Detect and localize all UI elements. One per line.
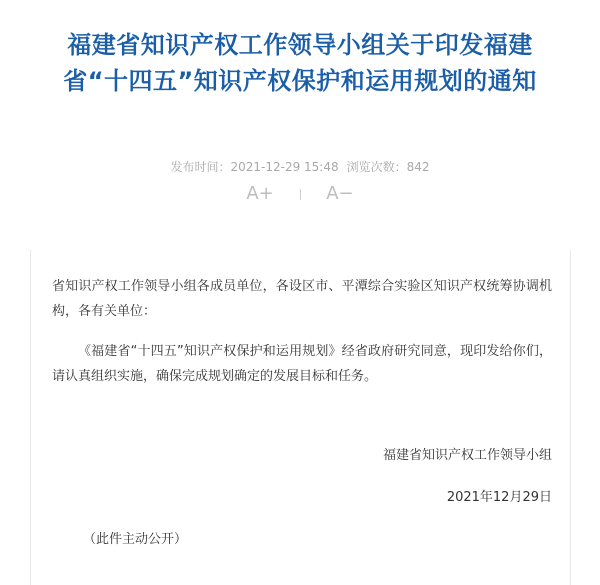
paragraph-main: 《福建省“十四五”知识产权保护和运用规划》经省政府研究同意，现印发给你们，请认真组织实施，确保完成规划确定的发展目标和任务。: [52, 344, 552, 384]
paragraph-recipients: 省知识产权工作领导小组各成员单位，各设区市、平潭综合实验区知识产权统筹协调机构，各有关单位：: [52, 279, 552, 319]
article-meta: [0, 158, 600, 176]
publish-time-label: 发布时间：: [170, 160, 231, 174]
right-divider: [570, 250, 571, 585]
publish-time-value: 2021-12-29 15:48: [230, 160, 339, 174]
left-divider: [30, 250, 31, 585]
article-title: 福建省知识产权工作领导小组关于印发福建省“十四五”知识产权保护和运用规划的通知: [63, 31, 537, 95]
font-decrease-button[interactable]: A−: [326, 183, 354, 204]
signature-date: 2021年12月29日: [446, 490, 552, 505]
public-disclosure-note: （此件主动公开）: [83, 532, 188, 547]
signature-organization: 福建省知识产权工作领导小组: [382, 448, 552, 463]
views-label: 浏览次数：: [346, 160, 407, 174]
font-size-controls: [0, 182, 600, 206]
views-count: 842: [406, 160, 430, 174]
font-controls-divider: [300, 189, 301, 200]
font-increase-button[interactable]: A+: [246, 183, 274, 204]
